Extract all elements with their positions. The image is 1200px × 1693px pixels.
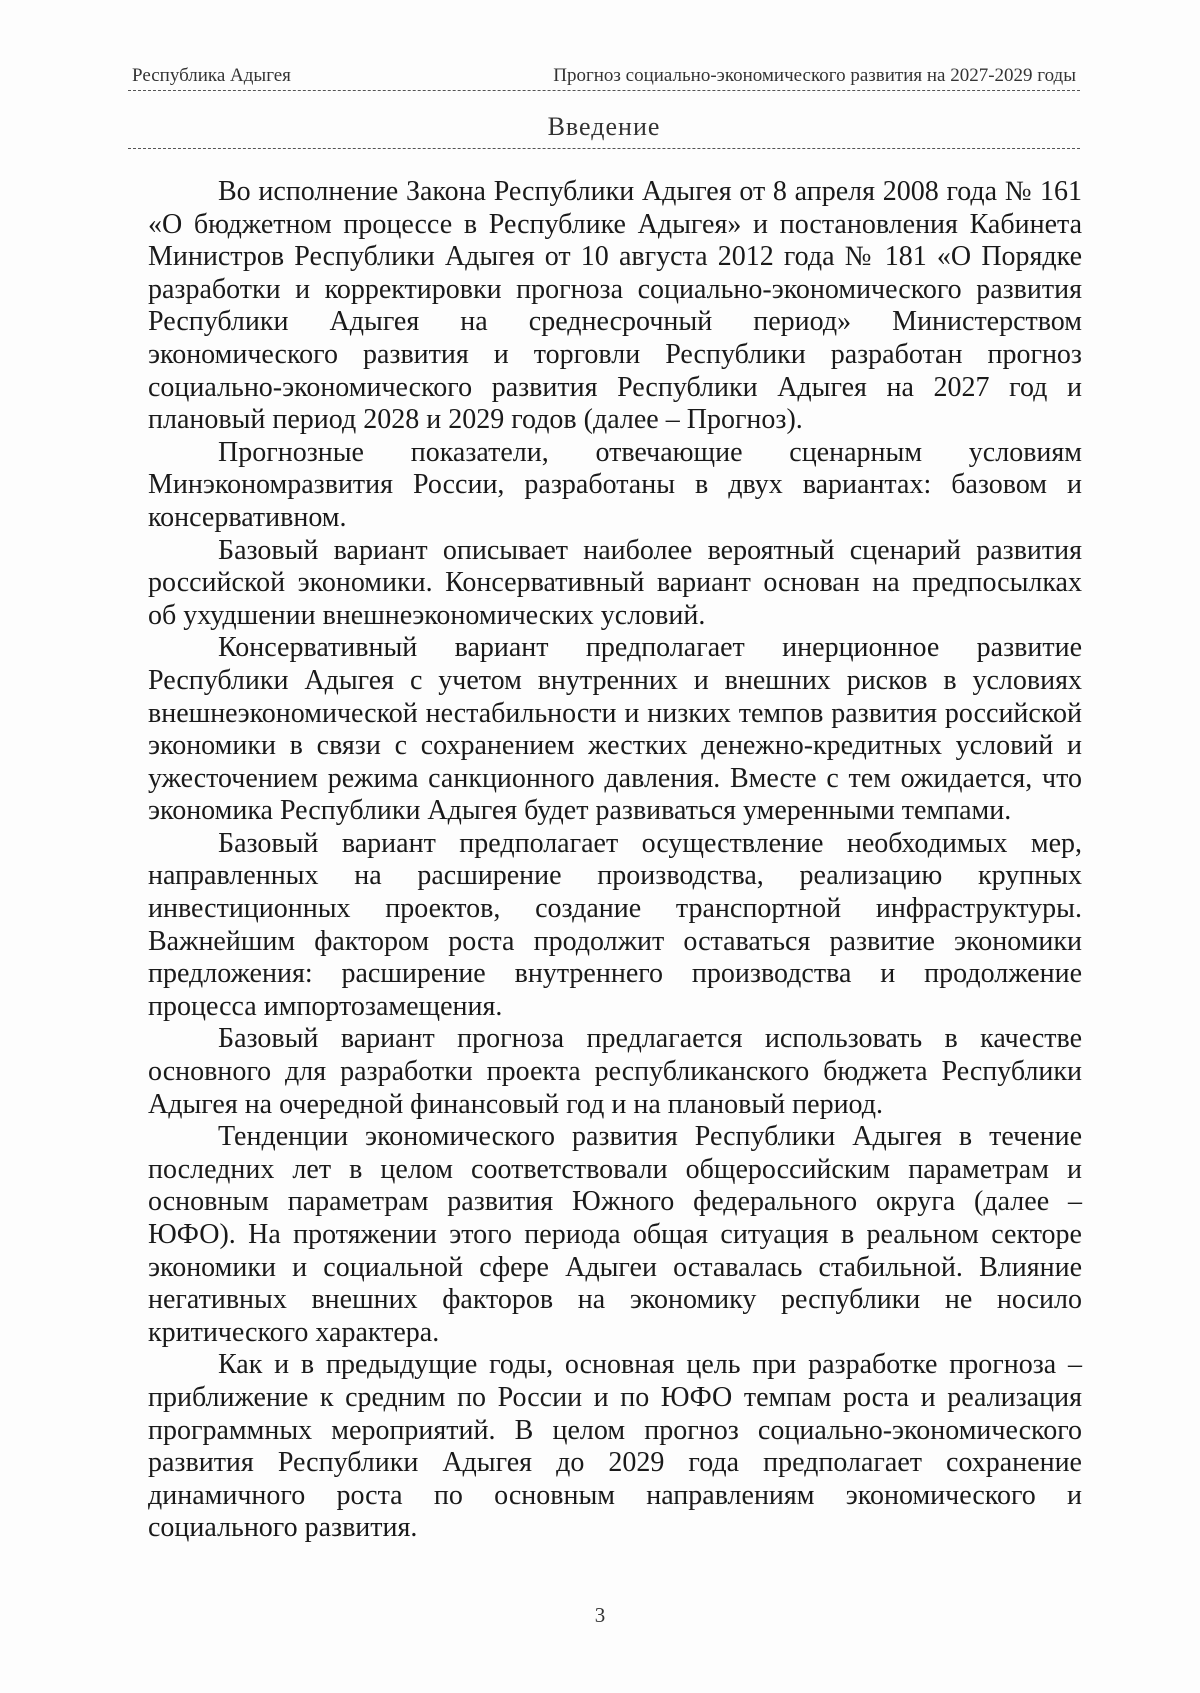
paragraph: Как и в предыдущие годы, основная цель при разработке прогноза – приближение к средним по России и по ЮФО темпам роста и реализация программных мероприятий. В целом прогноз социально-экономического развития Республики Адыгея до 2029 года предполагает сохранение динамичного роста по основным направлениям экономического и социального развития. xyxy=(148,1349,1082,1544)
paragraph: Базовый вариант предполагает осуществление необходимых мер, направленных на расширение производства, реализацию крупных инвестиционных проектов, создание транспортной инфраструктуры. Важнейшим фактором роста продолжит оставаться развитие экономики предложения: расширение внутреннего производства и продолжение процесса импортозамещения. xyxy=(148,827,1082,1022)
body-text xyxy=(148,176,1082,1545)
paragraph: Базовый вариант прогноза предлагается использовать в качестве основного для разработки проекта республиканского бюджета Республики Адыгея на очередной финансовый год и на плановый период. xyxy=(148,1023,1082,1120)
paragraph: Тенденции экономического развития Республики Адыгея в течение последних лет в целом соответствовали общероссийским параметрам и основным параметрам развития Южного федерального округа (далее – ЮФО). На протяжении этого периода общая ситуация в реальном секторе экономики и социальной сфере Адыгеи оставалась стабильной. Влияние негативных внешних факторов на экономику республики не носило критического характера. xyxy=(148,1121,1082,1348)
running-header xyxy=(128,62,1080,91)
header-document-title: Прогноз социально-экономического развития на 2027-2029 годы xyxy=(553,65,1076,86)
paragraph: Консервативный вариант предполагает инерционное развитие Республики Адыгея с учетом внутренних и внешних рисков в условиях внешнеэкономической нестабильности и низких темпов развития российской экономики в связи с сохранением жестких денежно-кредитных условий и ужесточением режима санкционного давления. Вместе с тем ожидается, что экономика Республики Адыгея будет развиваться умеренными темпами. xyxy=(148,632,1082,827)
paragraph: Во исполнение Закона Республики Адыгея от 8 апреля 2008 года № 161 «О бюджетном процессе в Республике Адыгея» и постановления Кабинета Министров Республики Адыгея от 10 августа 2012 года № 181 «О Порядке разработки и корректировки прогноза социально-экономического развития Республики Адыгея на среднесрочный период» Министерством экономического развития и торговли Республики разработан прогноз социально-экономического развития Республики Адыгея на 2027 год и плановый период 2028 и 2029 годов (далее – Прогноз). xyxy=(148,176,1082,436)
section-title: Введение xyxy=(128,112,1080,149)
page-number: 3 xyxy=(594,1603,606,1627)
header-region-name: Республика Адыгея xyxy=(132,65,291,86)
paragraph: Прогнозные показатели, отвечающие сценарным условиям Минэкономразвития России, разработаны в двух вариантах: базовом и консервативном. xyxy=(148,436,1082,533)
paragraph: Базовый вариант описывает наиболее вероятный сценарий развития российской экономики. Консервативный вариант основан на предпосылках об ухудшении внешнеэкономических условий. xyxy=(148,534,1082,631)
